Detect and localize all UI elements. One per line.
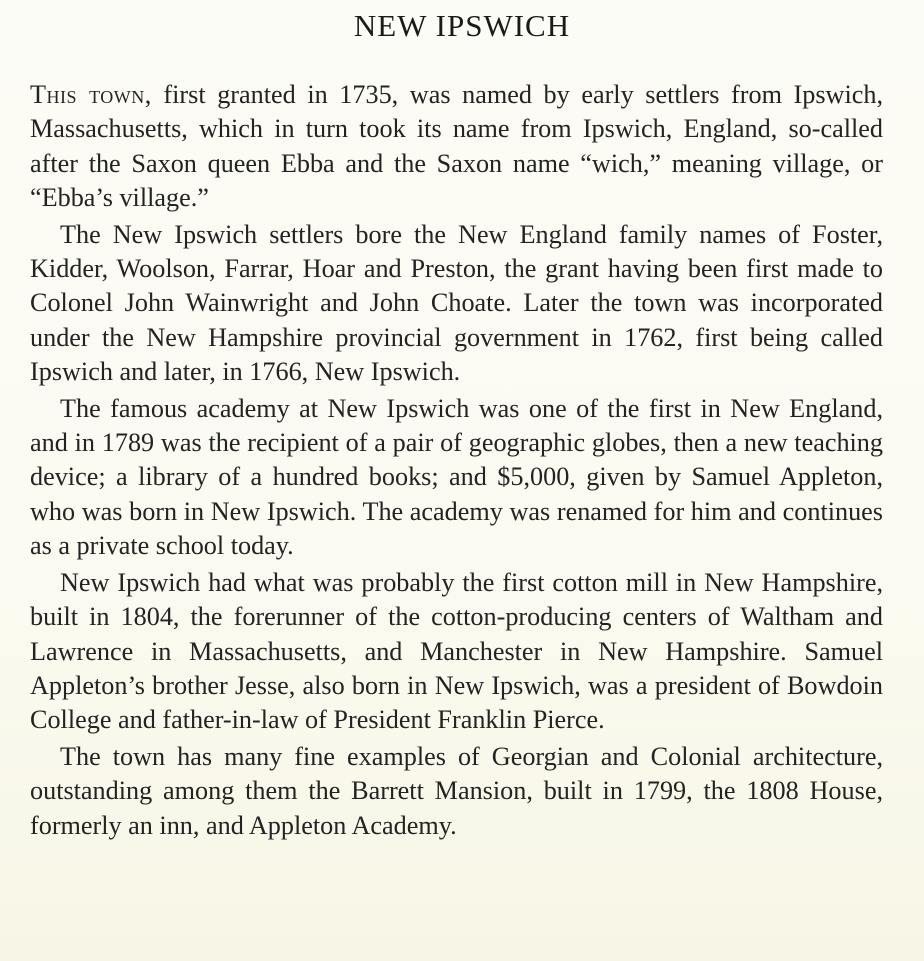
intro-lead-smallcaps: This town, (30, 80, 152, 109)
paragraph-academy: The famous academy at New Ipswich was one of the first in New England, and in 1789 was the recipient of a pair of geographic globes, then a new teaching device; a library of a hundred books; and $5,000, given by Samuel Appleton, who was born in New Ipswich. The academy was renamed for him and continues as a private school today. (30, 393, 883, 561)
paragraph-intro (30, 78, 883, 216)
paragraph-settlers: The New Ipswich settlers bore the New England family names of Foster, Kidder, Woolson, Farrar, Hoar and Preston, the grant having been first made to Colonel John Wainwright and John Choate. Later the town was incorporated under the New Hampshire provincial government in 1762, first being called Ipswich and later, in 1766, New Ipswich. (30, 219, 883, 387)
paragraph-cotton-mill: New Ipswich had what was probably the first cotton mill in New Hampshire, built in 1804, the forerunner of the cotton-producing centers of Waltham and Lawrence in Massachusetts, and Manchester in New Hampshire. Samuel Appleton’s brother Jesse, also born in New Ipswich, was a president of Bowdoin College and father-in-law of President Franklin Pierce. (30, 567, 883, 735)
page-title: NEW IPSWICH (353, 8, 571, 43)
article-body (30, 78, 883, 843)
intro-rest: first granted in 1735, was named by early settlers from Ipswich, Massachusetts, which in turn took its name from Ipswich, England, so-called after the Saxon queen Ebba and the Saxon name “wich,” meaning village, or “Ebba’s village.” (30, 80, 883, 213)
paragraph-architecture: The town has many fine examples of Georgian and Colonial architecture, outstanding among them the Barrett Mansion, built in 1799, the 1808 House, formerly an inn, and Appleton Academy. (30, 741, 883, 840)
